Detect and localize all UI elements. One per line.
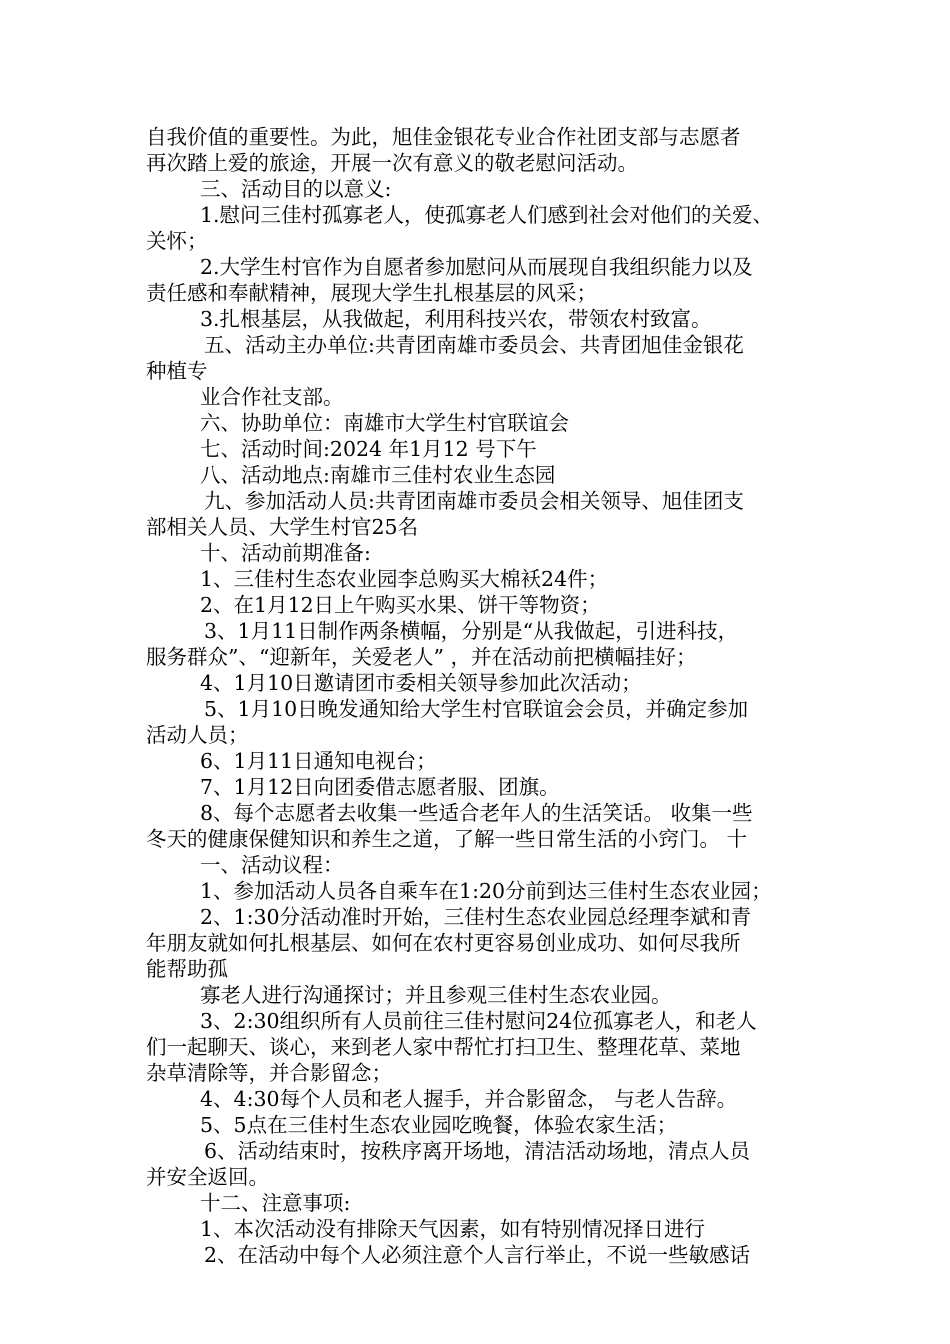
text-line-2: 再次踏上爱的旅途，开展一次有意义的敬老慰问活动。	[146, 151, 638, 175]
text-line-35: 3、2:30组织所有人员前往三佳村慰问24位孤寡老人，和老人	[200, 1009, 757, 1033]
text-line-19: 2、在1月12日上午购买水果、饼干等物资；	[200, 593, 601, 617]
section-heading-3: 三、活动目的以意义:	[200, 177, 392, 201]
text-line-6: 2.大学生村官作为自愿者参加慰问从而展现自我组织能力以及	[200, 255, 753, 279]
text-line-22: 4、1月10日邀请团市委相关领导参加此次活动；	[200, 671, 642, 695]
section-heading-7: 七、活动时间:2024 年1月12 号下午	[200, 437, 537, 461]
text-line-20: 3、1月11日制作两条横幅，分别是“从我做起，引进科技，	[204, 619, 739, 643]
text-line-24: 活动人员；	[146, 723, 249, 747]
text-line-18: 1、三佳村生态农业园李总购买大棉袄24件；	[200, 567, 609, 591]
text-line-44: 2、在活动中每个人必须注意个人言行举止，不说一些敏感话	[204, 1243, 751, 1267]
text-line-38: 4、4:30每个人员和老人握手，并合影留念， 与老人告辞。	[200, 1087, 738, 1111]
text-line-39: 5、5点在三佳村生态农业园吃晚餐，体验农家生活；	[200, 1113, 678, 1137]
text-line-23: 5、1月10日晚发通知给大学生村官联谊会会员，并确定参加	[204, 697, 749, 721]
text-line-21: 服务群众”、“迎新年，关爱老人” ，并在活动前把横幅挂好；	[146, 645, 697, 669]
text-line-27: 8、每个志愿者去收集一些适合老年人的生活笑话。 收集一些	[200, 801, 753, 825]
text-line-16: 部相关人员、大学生村官25名	[146, 515, 419, 539]
text-line-4: 1.慰问三佳村孤寡老人，使孤寡老人们感到社会对他们的关爱、	[200, 203, 774, 227]
section-heading-8: 八、活动地点:南雄市三佳村农业生态园	[200, 463, 556, 487]
text-line-43: 1、本次活动没有排除天气因素，如有特别情况择日进行	[200, 1217, 706, 1241]
text-line-34: 寡老人进行沟通探讨；并且参观三佳村生态农业园。	[200, 983, 672, 1007]
text-line-37: 杂草清除等，并合影留念；	[146, 1061, 392, 1085]
section-heading-12: 十二、注意事项:	[200, 1191, 351, 1215]
text-line-41: 并安全返回。	[146, 1165, 269, 1189]
text-line-28: 冬天的健康保健知识和养生之道，了解一些日常生活的小窍门。 十	[146, 827, 748, 851]
text-line-1: 自我价值的重要性。为此，旭佳金银花专业合作社团支部与志愿者	[146, 125, 741, 149]
section-heading-10: 十、活动前期准备:	[200, 541, 371, 565]
text-line-7: 责任感和奉献精神，展现大学生扎根基层的风采；	[146, 281, 597, 305]
text-line-10: 种植专	[146, 359, 208, 383]
text-line-11: 业合作社支部。	[200, 385, 344, 409]
text-line-31: 2、1:30分活动准时开始，三佳村生态农业园总经理李斌和青	[200, 905, 752, 929]
text-line-30: 1、参加活动人员各自乘车在1:20分前到达三佳村生态农业园；	[200, 879, 772, 903]
text-line-25: 6、1月11日通知电视台；	[200, 749, 437, 773]
section-heading-5: 五、活动主办单位:共青团南雄市委员会、共青团旭佳金银花	[204, 333, 744, 357]
text-line-8: 3.扎根基层，从我做起，利用科技兴农，带领农村致富。	[200, 307, 712, 331]
text-line-40: 6、活动结束时，按秩序离开场地，清洁活动场地，清点人员	[204, 1139, 751, 1163]
text-line-5: 关怀；	[146, 229, 208, 253]
text-line-26: 7、1月12日向团委借志愿者服、团旗。	[200, 775, 560, 799]
section-heading-9: 九、参加活动人员:共青团南雄市委员会相关领导、旭佳团支	[204, 489, 744, 513]
text-line-32: 年朋友就如何扎根基层、如何在农村更容易创业成功、如何尽我所	[146, 931, 741, 955]
section-heading-11: 一、活动议程：	[200, 853, 344, 877]
text-line-36: 们一起聊天、谈心，来到老人家中帮忙打扫卫生、整理花草、菜地	[146, 1035, 741, 1059]
section-heading-6: 六、协助单位：南雄市大学生村官联谊会	[200, 411, 569, 435]
text-line-33: 能帮助孤	[146, 957, 228, 981]
